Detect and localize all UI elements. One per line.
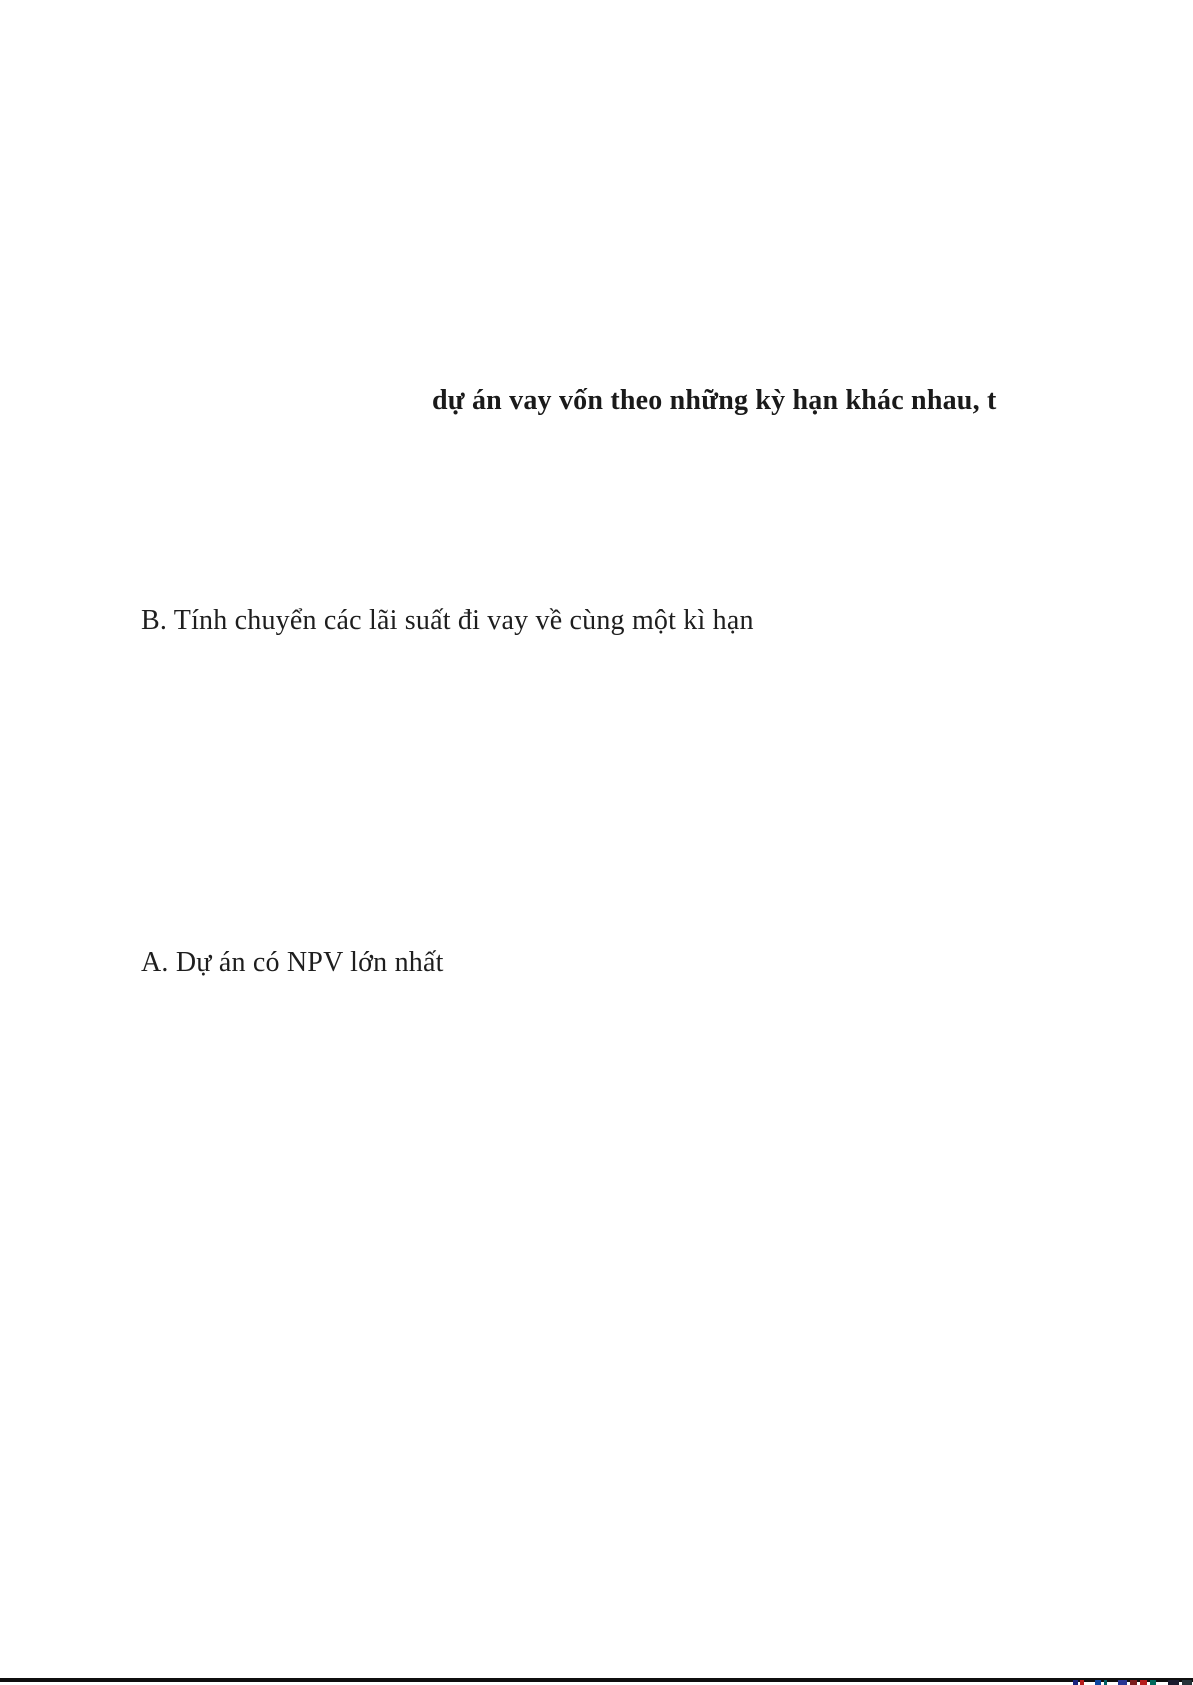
artifact-pixel <box>1130 1680 1137 1685</box>
artifact-pixel <box>1150 1680 1156 1685</box>
question-text-fragment: dự án vay vốn theo những kỳ hạn khác nhau, t <box>432 385 997 416</box>
artifact-pixel <box>1095 1680 1101 1685</box>
artifact-pixel <box>1168 1680 1179 1685</box>
artifact-pixel <box>1104 1680 1107 1685</box>
artifact-pixel <box>1182 1680 1192 1685</box>
artifact-pixel <box>1140 1680 1147 1685</box>
artifact-pixel <box>1073 1680 1078 1685</box>
artifact-pixel <box>1118 1680 1127 1685</box>
answer-option-b: B. Tính chuyển các lãi suất đi vay về cùng một kì hạn <box>141 605 754 636</box>
answer-option-a: A. Dự án có NPV lớn nhất <box>141 947 444 978</box>
artifact-pixel <box>1080 1680 1084 1685</box>
clipped-footer-artifacts <box>0 1680 1193 1685</box>
